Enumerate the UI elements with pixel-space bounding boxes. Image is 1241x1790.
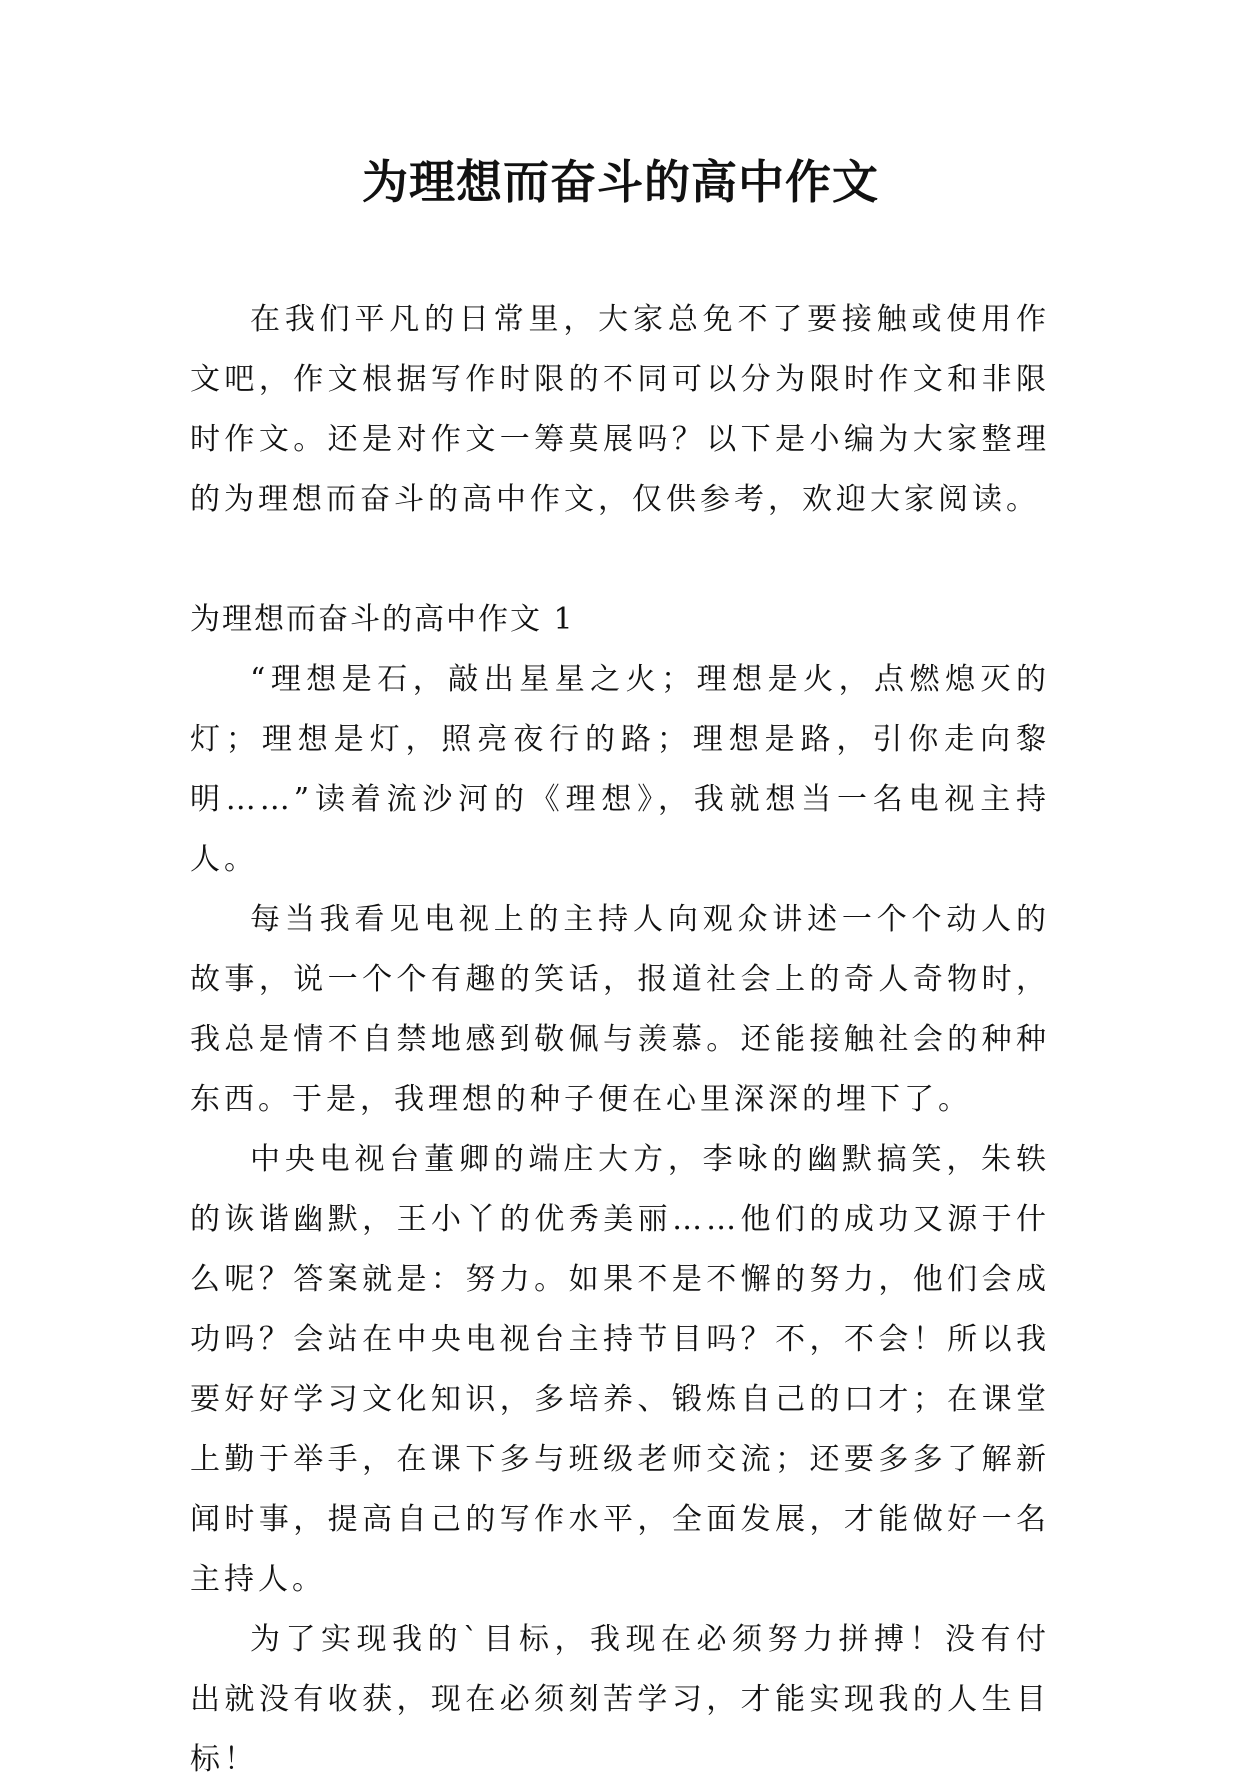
- section-heading: 为理想而奋斗的高中作文 1: [190, 602, 575, 637]
- body-paragraph-2: 每当我看见电视上的主持人向观众讲述一个个动人的故事，说一个个有趣的笑话，报道社会上的奇人奇物时，我总是情不自禁地感到敬佩与羡慕。还能接触社会的种种东西。于是，我理想的种子便在心里深深的埋下了。: [190, 902, 1050, 1117]
- body-paragraph-3: 中央电视台董卿的端庄大方，李咏的幽默搞笑，朱轶的诙谐幽默，王小丫的优秀美丽……他们的成功又源于什么呢？答案就是：努力。如果不是不懈的努力，他们会成功吗？会站在中央电视台主持节目吗？不，不会！所以我要好好学习文化知识，多培养、锻炼自己的口才；在课堂上勤于举手，在课下多与班级老师交流；还要多多了解新闻时事，提高自己的写作水平，全面发展，才能做好一名主持人。: [190, 1142, 1050, 1597]
- body-paragraph-4: 为了实现我的`目标，我现在必须努力拼搏！没有付出就没有收获，现在必须刻苦学习，才能实现我的人生目标！: [190, 1622, 1050, 1777]
- document-body: [190, 290, 1050, 1790]
- document-title: 为理想而奋斗的高中作文: [362, 155, 879, 209]
- body-paragraph-1: “理想是石，敲出星星之火；理想是火，点燃熄灭的灯；理想是灯，照亮夜行的路；理想是路，引你走向黎明……”读着流沙河的《理想》，我就想当一名电视主持人。: [190, 662, 1050, 877]
- intro-paragraph: 在我们平凡的日常里，大家总免不了要接触或使用作文吧，作文根据写作时限的不同可以分为限时作文和非限时作文。还是对作文一筹莫展吗？以下是小编为大家整理的为理想而奋斗的高中作文，仅供参考，欢迎大家阅读。: [190, 302, 1050, 517]
